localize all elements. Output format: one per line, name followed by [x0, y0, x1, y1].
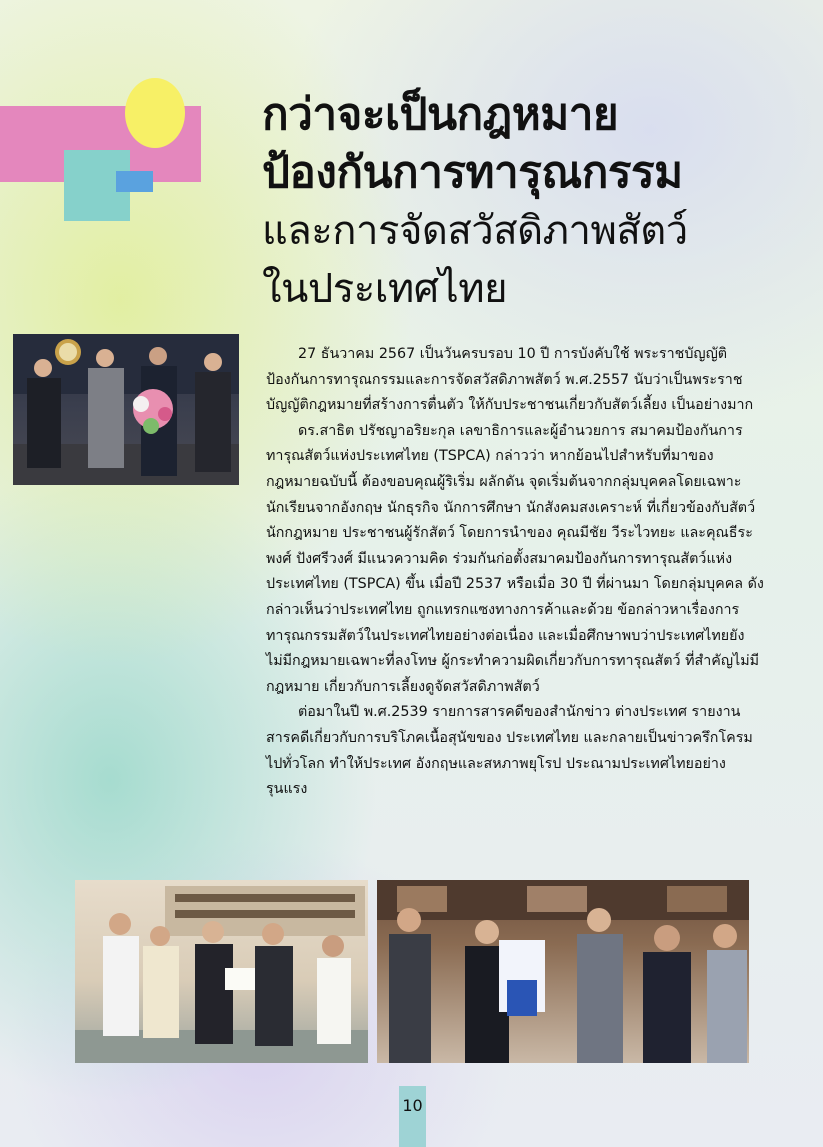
ceremony-photo — [13, 334, 239, 485]
title-line-3: และการจัดสวัสดิภาพสัตว์ — [262, 208, 688, 254]
decorative-blue-rectangle — [116, 171, 153, 192]
tspca-presentation-photo — [377, 880, 749, 1063]
paragraph-3: ต่อมาในปี พ.ศ.2539 รายการสารคดีของสำนักข่าว ต่างประเทศ รายงานสารคดีเกี่ยวกับการบริโภคเนื้อสุนัขของ ประเทศไทย และกลายเป็นข่าวครึกโครมไปทั่วโลก ทำให้ประเทศ อังกฤษและสหภาพยุโรป ประณามประเทศไทยอย่างรุนแรง — [266, 704, 753, 798]
article-title — [262, 86, 782, 318]
title-line-4: ในประเทศไทย — [262, 266, 508, 312]
decorative-yellow-circle — [125, 78, 185, 148]
article-body — [266, 342, 766, 803]
page-number: 10 — [402, 1096, 423, 1115]
paragraph-2: ดร.สาธิต ปรัชญาอริยะกุล เลขาธิการและผู้อำนวยการ สมาคมป้องกันการทารุณสัตว์แห่งประเทศไทย (TSPCA) กล่าวว่า หากย้อนไปสำหรับที่มาของกฎหมายฉบับนี้ ต้องขอบคุณผู้ริเริ่ม ผลักดัน จุดเริ่มต้นจากกลุ่มบุคคลโดยเฉพาะนักเรียนจากอังกฤษ นักธุรกิจ นักการศึกษา นักสังคมสงเคราะห์ ที่เกี่ยวข้องกับสัตว์ นักกฎหมาย ประชาชนผู้รักสัตว์ โดยการนำของ คุณมีชัย วีระไวทยะ และคุณธีระพงศ์ ปังศรีวงศ์ มีแนวความคิด ร่วมกันก่อตั้งสมาคมป้องกันการทารุณสัตว์แห่งประเทศไทย (TSPCA) ขึ้น เมื่อปี 2537 หรือเมื่อ 30 ปี ที่ผ่านมา โดยกลุ่มบุคคล ดังกล่าวเห็นว่าประเทศไทย ถูกแทรกแซงทางการค้าและด้วย ข้อกล่าวหาเรื่องการทารุณกรรมสัตว์ในประเทศไทยอย่างต่อเนื่อง และเมื่อศึกษาพบว่าประเทศไทยยังไม่มีกฎหมายเฉพาะที่ลงโทษ ผู้กระทำความผิดเกี่ยวกับการทารุณสัตว์ ที่สำคัญไม่มีกฎหมาย เกี่ยวกับการเลี้ยงดูจัดสวัสดิภาพสัตว์ — [266, 422, 764, 695]
paragraph-1: 27 ธันวาคม 2567 เป็นวันครบรอบ 10 ปี การบังคับใช้ พระราชบัญญัติป้องกันการทารุณกรรมและการจัดสวัสดิภาพสัตว์ พ.ศ.2557 นับว่าเป็นพระราชบัญญัติกฎหมายที่สร้างการตื่นตัว ให้กับประชาชนเกี่ยวกับสัตว์เลี้ยง เป็นอย่างมาก — [266, 346, 754, 414]
document-handover-photo — [75, 880, 368, 1063]
title-line-1: กว่าจะเป็นกฎหมาย — [262, 89, 619, 140]
title-line-2: ป้องกันการทารุณกรรม — [262, 147, 683, 198]
